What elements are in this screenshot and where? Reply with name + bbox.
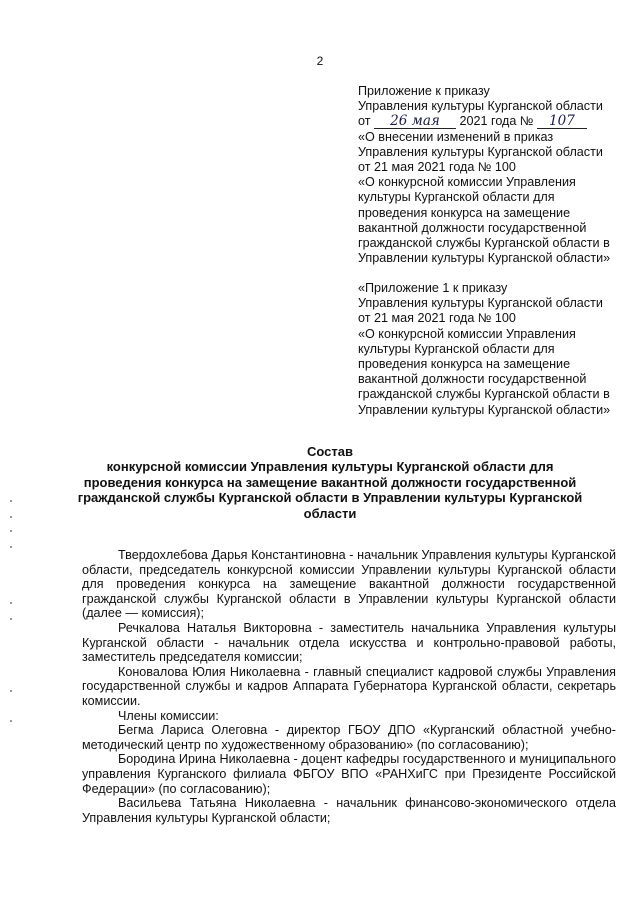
appendix-line: Управления культуры Курганской области (358, 144, 603, 159)
appendix-line: Управлении культуры Курганской области» (358, 251, 611, 266)
appendix-line: культуры Курганской области для (358, 341, 555, 356)
appendix-line: вакантной должности государственной (358, 220, 587, 235)
appendix-line: «О конкурсной комиссии Управления (358, 326, 576, 341)
heading-subtitle: конкурсной комиссии Управления культуры Курганской области для проведения конкурса на замещение вакантной должности государственной гражданской службы Курганской области в Управлении культуры Курганской области (77, 459, 583, 521)
appendix-line: «О внесении изменений в приказ (358, 129, 554, 144)
appendix-reference-block (358, 84, 620, 266)
member-paragraph: Речкалова Наталья Викторовна - заместитель начальника Управления культуры Курганской области - начальник отдела искусства и контрольно-правовой работы, заместитель председателя комиссии; (82, 620, 616, 665)
document-heading (70, 444, 590, 521)
heading-title: Состав (307, 444, 353, 459)
appendix-line: Управления культуры Курганской области (358, 99, 603, 114)
appendix-line: вакантной должности государственной (358, 372, 587, 387)
scan-margin-marks (10, 0, 16, 905)
year-text: 2021 года № (459, 114, 534, 129)
member-paragraph: Твердохлебова Дарья Константиновна - начальник Управления культуры Курганской области, председатель конкурсной комиссии Управлении культуры Курганской области для проведения конкурса на замещение вакантной должности государственной гражданской службы Курганской области в Управлении культуры Курганской области (далее — комиссия); (82, 548, 616, 621)
appendix-line: гражданской службы Курганской области в (358, 387, 610, 402)
page-number: 2 (316, 54, 324, 68)
commission-members-list (82, 548, 616, 825)
members-subheading: Члены комиссии: (118, 708, 219, 723)
appendix-line: «Приложение 1 к приказу (358, 281, 508, 295)
appendix-line: Управлении культуры Курганской области» (358, 402, 611, 417)
appendix-line: «О конкурсной комиссии Управления (358, 175, 576, 190)
appendix-line: Управления культуры Курганской области (358, 296, 603, 311)
appendix-line: гражданской службы Курганской области в (358, 236, 610, 251)
appendix-line: культуры Курганской области для (358, 190, 555, 205)
appendix-line: от 21 мая 2021 года № 100 (358, 160, 516, 175)
appendix-date-line (358, 114, 620, 129)
date-prefix: от (358, 114, 371, 129)
appendix-line: проведения конкурса на замещение (358, 205, 571, 220)
appendix-line: Приложение к приказу (358, 84, 490, 98)
appendix-line: проведения конкурса на замещение (358, 357, 571, 372)
member-paragraph: Коновалова Юлия Николаевна - главный специалист кадровой службы Управления государственной службы и кадров Аппарата Губернатора Курганской области, секретарь комиссии. (82, 664, 616, 708)
member-paragraph: Васильева Татьяна Николаевна - начальник финансово-экономического отдела Управления культуры Курганской области; (82, 796, 616, 825)
handwritten-date: 26 мая (374, 115, 456, 129)
appendix-1-reference-block (358, 281, 620, 418)
appendix-line: от 21 мая 2021 года № 100 (358, 311, 516, 326)
member-paragraph: Бородина Ирина Николаевна - доцент кафедры государственного и муниципального управления Курганского филиала ФБГОУ ВПО «РАНХиГС при Президенте Российской Федерации» (по согласованию); (82, 752, 616, 796)
handwritten-order-number: 107 (537, 115, 587, 129)
member-paragraph: Бегма Лариса Олеговна - директор ГБОУ ДПО «Курганский областной учебно-методический центр по художественному образованию» (по согласованию); (82, 723, 616, 752)
